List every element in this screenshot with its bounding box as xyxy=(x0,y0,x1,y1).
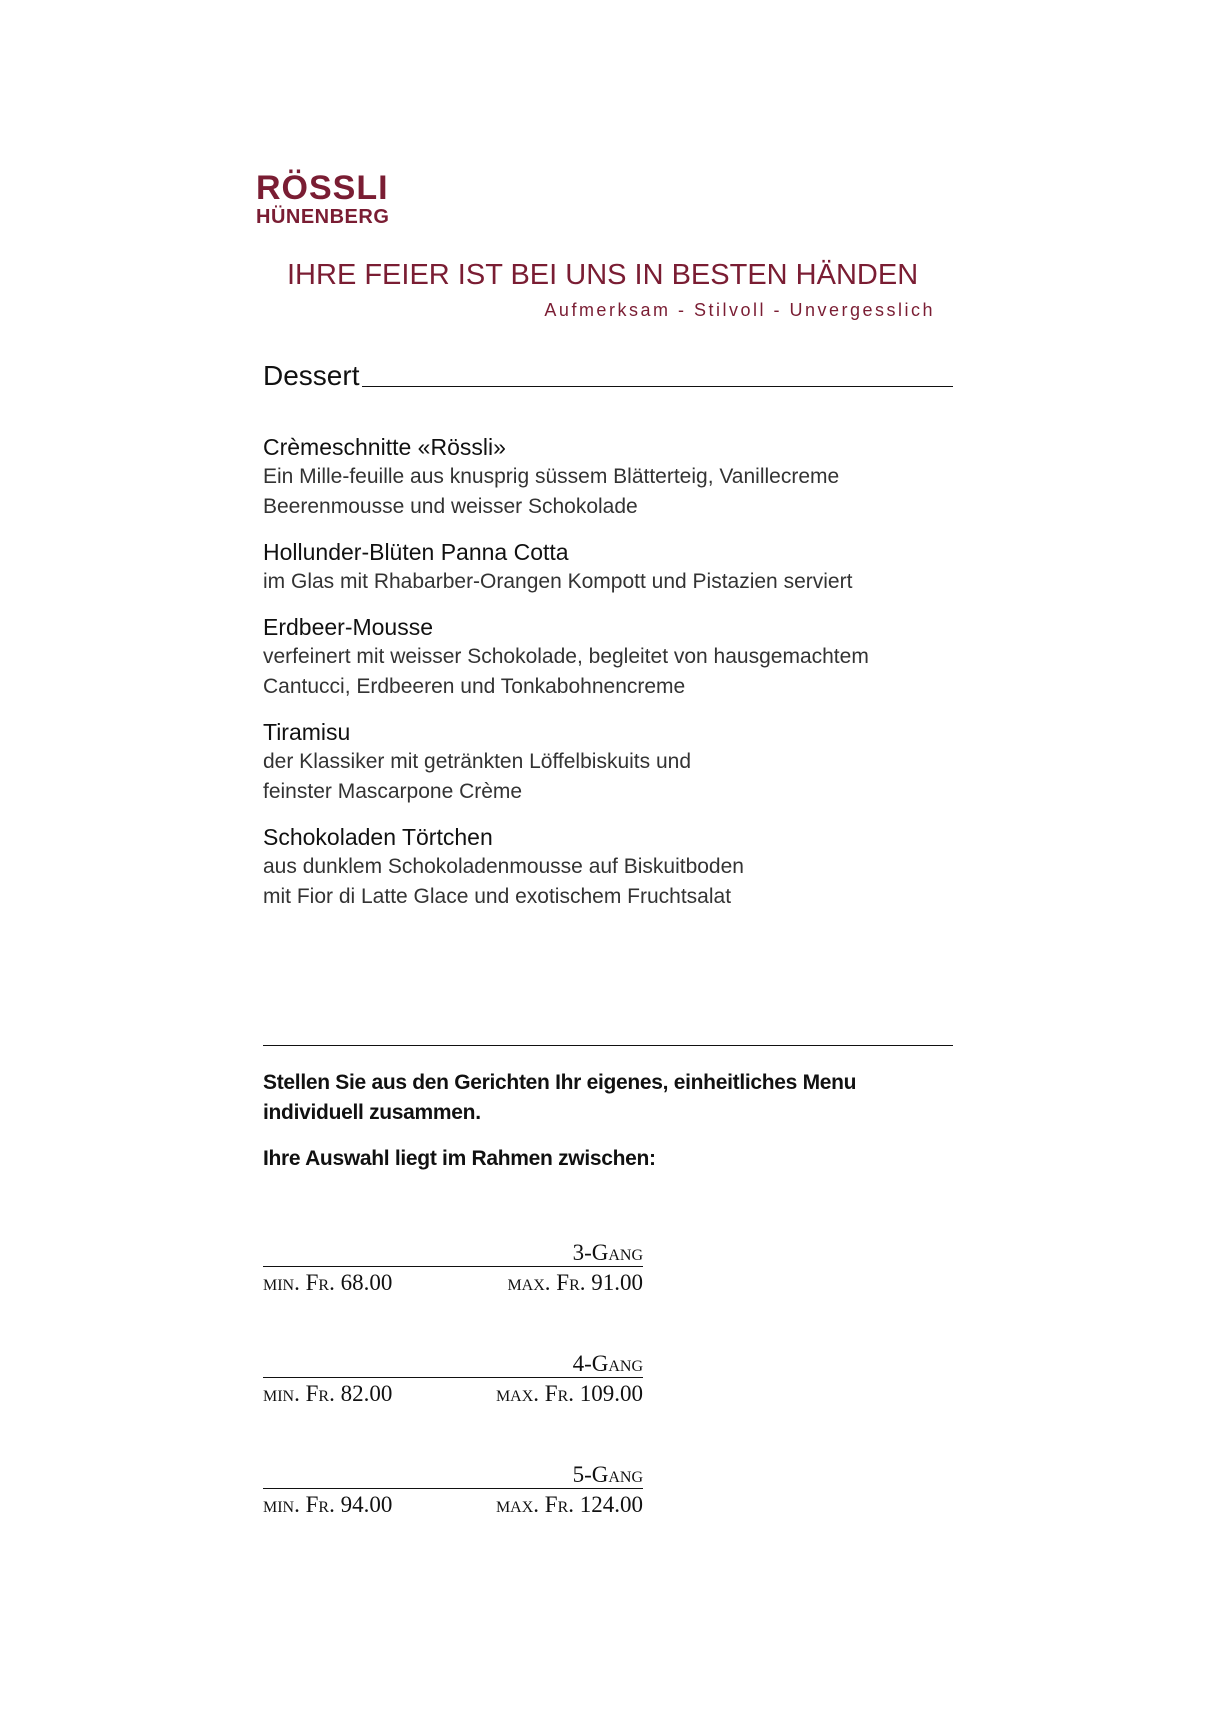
course-label: 4-Gang xyxy=(263,1350,643,1378)
course-label: 5-Gang xyxy=(263,1461,643,1489)
dish-description: aus dunklem Schokoladenmousse auf Biskuitboden mit Fior di Latte Glace und exotischem Fruchtsalat xyxy=(263,855,744,908)
min-price: min. Fr. 94.00 xyxy=(263,1492,393,1517)
logo-location: HÜNENBERG xyxy=(256,206,390,228)
dish-item xyxy=(263,612,983,702)
dish-item xyxy=(263,717,983,807)
logo xyxy=(256,170,389,228)
dish-description: im Glas mit Rhabarber-Orangen Kompott und Pistazien serviert xyxy=(263,570,853,593)
min-price: min. Fr. 68.00 xyxy=(263,1270,393,1295)
section-title-rule xyxy=(362,386,953,387)
dish-list xyxy=(263,432,983,927)
divider xyxy=(263,1045,953,1046)
dish-item xyxy=(263,822,983,912)
dish-item xyxy=(263,432,983,522)
dish-description: der Klassiker mit getränkten Löffelbiskuits und feinster Mascarpone Crème xyxy=(263,750,691,803)
max-price: max. Fr. 109.00 xyxy=(495,1381,643,1406)
section-title: Dessert xyxy=(263,360,360,391)
course-label: 3-Gang xyxy=(263,1239,643,1267)
dish-name: Schokoladen Törtchen xyxy=(263,824,493,850)
min-price: min. Fr. 82.00 xyxy=(263,1381,393,1406)
info-line: individuell zusammen. xyxy=(263,1101,481,1124)
tagline xyxy=(287,258,935,321)
dish-name: Hollunder-Blüten Panna Cotta xyxy=(263,539,569,565)
max-price: max. Fr. 91.00 xyxy=(507,1270,643,1295)
menu-info xyxy=(263,1068,963,1174)
tagline-subtitle: Aufmerksam - Stilvoll - Unvergesslich xyxy=(544,300,935,320)
info-range-label: Ihre Auswahl liegt im Rahmen zwischen: xyxy=(263,1147,656,1170)
dish-name: Crèmeschnitte «Rössli» xyxy=(263,434,506,460)
dish-description: verfeinert mit weisser Schokolade, begleitet von hausgemachtem Cantucci, Erdbeeren und Tonkabohnencreme xyxy=(263,645,869,698)
logo-name: RÖSSLI xyxy=(256,169,389,207)
dish-item xyxy=(263,537,983,597)
max-price: max. Fr. 124.00 xyxy=(495,1492,643,1517)
price-block-5-course xyxy=(263,1461,643,1521)
dish-description: Ein Mille-feuille aus knusprig süssem Blätterteig, Vanillecreme Beerenmousse und weisser Schokolade xyxy=(263,465,840,518)
dish-name: Tiramisu xyxy=(263,719,351,745)
price-block-4-course xyxy=(263,1350,643,1410)
price-block-3-course xyxy=(263,1239,643,1299)
tagline-title: IHRE FEIER IST BEI UNS IN BESTEN HÄNDEN xyxy=(287,259,919,291)
info-line: Stellen Sie aus den Gerichten Ihr eigenes, einheitliches Menu xyxy=(263,1071,857,1094)
dish-name: Erdbeer-Mousse xyxy=(263,614,434,640)
